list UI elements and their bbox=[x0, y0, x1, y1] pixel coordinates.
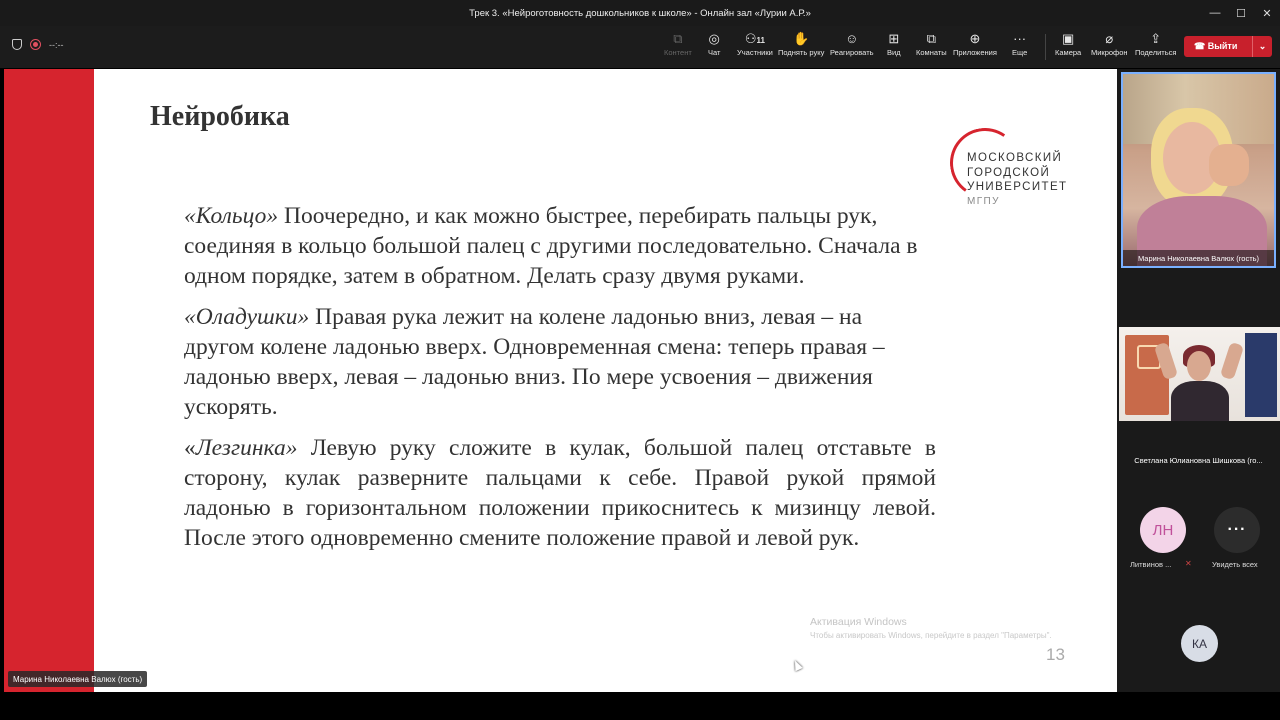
chevron-down-icon[interactable]: ⌄ bbox=[1252, 36, 1272, 57]
avatar[interactable]: КА bbox=[1181, 625, 1218, 662]
toolbar-divider bbox=[1045, 34, 1046, 60]
exercise-paragraph-pancakes bbox=[184, 302, 936, 422]
windows-activation-title: Активация Windows bbox=[810, 616, 907, 628]
shield-icon[interactable] bbox=[12, 39, 22, 50]
window-controls bbox=[1202, 0, 1280, 26]
rooms-icon: ⧉ bbox=[926, 31, 936, 46]
content-icon: ⧉ bbox=[673, 31, 683, 46]
microphone-label: Микрофон bbox=[1091, 48, 1128, 57]
timer-text: --:-- bbox=[49, 39, 64, 50]
close-button[interactable]: ✕ bbox=[1262, 7, 1272, 20]
participants-panel bbox=[1117, 69, 1280, 692]
participants-icon: ⚇11 bbox=[744, 31, 765, 46]
view-button[interactable] bbox=[887, 30, 901, 57]
logo-line-3: УНИВЕРСИТЕТ bbox=[967, 181, 1068, 193]
chat-button[interactable] bbox=[708, 30, 720, 57]
view-label: Вид bbox=[887, 48, 901, 57]
exercise-term: «Оладушки» bbox=[184, 304, 310, 330]
mic-muted-icon: ✕ bbox=[1185, 559, 1192, 568]
react-icon: ☺ bbox=[845, 31, 859, 46]
rooms-button[interactable] bbox=[916, 30, 947, 57]
shared-slide bbox=[4, 69, 1117, 692]
react-button[interactable] bbox=[830, 30, 874, 57]
exercise-text: Правая рука лежит на колене ладонью вниз, левая – на другом колене ладонью вверх. Одновременная смена: теперь правая – ладонью вверх, левая – ладонью вниз. По мере усвоения – движения ускорять. bbox=[184, 304, 885, 420]
apps-label: Приложения bbox=[953, 48, 997, 57]
share-label: Поделиться bbox=[1135, 48, 1177, 57]
view-icon: ⊞ bbox=[888, 31, 900, 46]
avatar[interactable]: ЛН bbox=[1140, 507, 1186, 553]
logo-line-2: ГОРОДСКОЙ bbox=[967, 166, 1051, 179]
more-label: Еще bbox=[1012, 48, 1028, 57]
video-tile-name: Марина Николаевна Валюх (гость) bbox=[1123, 250, 1274, 266]
leave-text: Выйти bbox=[1207, 41, 1238, 51]
participants-button[interactable] bbox=[737, 30, 773, 57]
logo-line-4: МГПУ bbox=[967, 195, 1000, 207]
more-icon: ··· bbox=[1013, 31, 1027, 46]
chat-icon: ◎ bbox=[708, 31, 720, 46]
leave-button[interactable] bbox=[1184, 36, 1272, 57]
bottom-strip bbox=[0, 692, 1280, 720]
record-icon[interactable] bbox=[30, 39, 41, 50]
window-title: Трек 3. «Нейроготовность дошкольников к школе» - Онлайн зал «Лурии А.Р.» bbox=[469, 7, 811, 19]
windows-activation-text: Чтобы активировать Windows, перейдите в раздел "Параметры". bbox=[810, 631, 1052, 640]
leave-label bbox=[1184, 41, 1252, 52]
camera-off-icon: ▣ bbox=[1061, 31, 1075, 46]
react-label: Реагировать bbox=[830, 48, 874, 57]
video-tile-name: Светлана Юлиановна Шишкова (го... bbox=[1134, 456, 1263, 465]
logo-line-1: МОСКОВСКИЙ bbox=[967, 152, 1063, 164]
mic-off-icon: ⌀ bbox=[1105, 31, 1114, 46]
exercise-text: Левую руку сложите в кулак, большой палец отставьте в сторону, кулак разверните пальцами к себе. Правой рукой прямой ладонью в горизонтальном положении прикоснитесь к мизинцу левой. После этого одновременно смените положение правой и левой рук. bbox=[184, 435, 936, 551]
share-icon: ⇪ bbox=[1150, 31, 1162, 46]
slide-page-number: 13 bbox=[1046, 645, 1065, 664]
see-all-button[interactable]: ··· bbox=[1214, 507, 1260, 553]
share-button[interactable] bbox=[1135, 30, 1176, 57]
exercise-text: Поочередно, и как можно быстрее, перебирать пальцы рук, соединяя в кольцо большой палец с другими последовательно. Сначала в одном порядке, затем в обратном. Делать сразу двумя руками. bbox=[184, 203, 918, 289]
raise-hand-button[interactable] bbox=[778, 30, 824, 57]
person-hand bbox=[1209, 144, 1249, 186]
avatar-label: Литвинов ... bbox=[1130, 560, 1172, 569]
participants-count: 11 bbox=[756, 36, 765, 45]
video-tile-participant[interactable] bbox=[1119, 327, 1280, 421]
raise-hand-label: Поднять руку bbox=[778, 48, 825, 57]
logo-text bbox=[967, 151, 1067, 209]
maximize-button[interactable]: ☐ bbox=[1236, 7, 1246, 20]
more-button[interactable] bbox=[1012, 30, 1027, 57]
person-arm bbox=[1220, 342, 1244, 381]
chat-label: Чат bbox=[708, 48, 721, 57]
person-body bbox=[1171, 381, 1229, 421]
rooms-label: Комнаты bbox=[916, 48, 947, 57]
video-tile-speaker[interactable] bbox=[1121, 72, 1276, 268]
person-face bbox=[1187, 351, 1211, 381]
mgpu-logo bbox=[950, 125, 1070, 215]
slide-body bbox=[184, 201, 936, 564]
camera-button[interactable] bbox=[1055, 30, 1081, 57]
raise-hand-icon: ✋ bbox=[793, 31, 810, 46]
content-label: Контент bbox=[664, 48, 692, 57]
content-button[interactable] bbox=[664, 30, 692, 57]
minimize-button[interactable]: — bbox=[1209, 7, 1221, 19]
microphone-button[interactable] bbox=[1091, 30, 1128, 57]
apps-button[interactable] bbox=[953, 30, 997, 57]
background-banner bbox=[1245, 333, 1277, 417]
exercise-paragraph-lezginka bbox=[184, 433, 936, 553]
phone-hangup-icon: ☎ bbox=[1194, 41, 1208, 51]
participants-label: Участники bbox=[737, 48, 773, 57]
slide-title: Нейробика bbox=[150, 101, 290, 132]
window-titlebar bbox=[0, 0, 1280, 26]
exercise-term: «Кольцо» bbox=[184, 203, 279, 229]
exercise-term-prefix: « bbox=[184, 435, 196, 461]
meeting-toolbar bbox=[0, 26, 1280, 68]
active-speaker-label: Марина Николаевна Валюх (гость) bbox=[8, 671, 147, 687]
exercise-paragraph-ring bbox=[184, 201, 936, 291]
toolbar-status bbox=[12, 39, 64, 50]
camera-label: Камера bbox=[1055, 48, 1082, 57]
exercise-term: Лезгинка» bbox=[195, 435, 298, 461]
slide-accent-bar bbox=[4, 69, 94, 692]
apps-icon: ⊕ bbox=[969, 31, 981, 46]
see-all-label: Увидеть всех bbox=[1212, 560, 1258, 569]
